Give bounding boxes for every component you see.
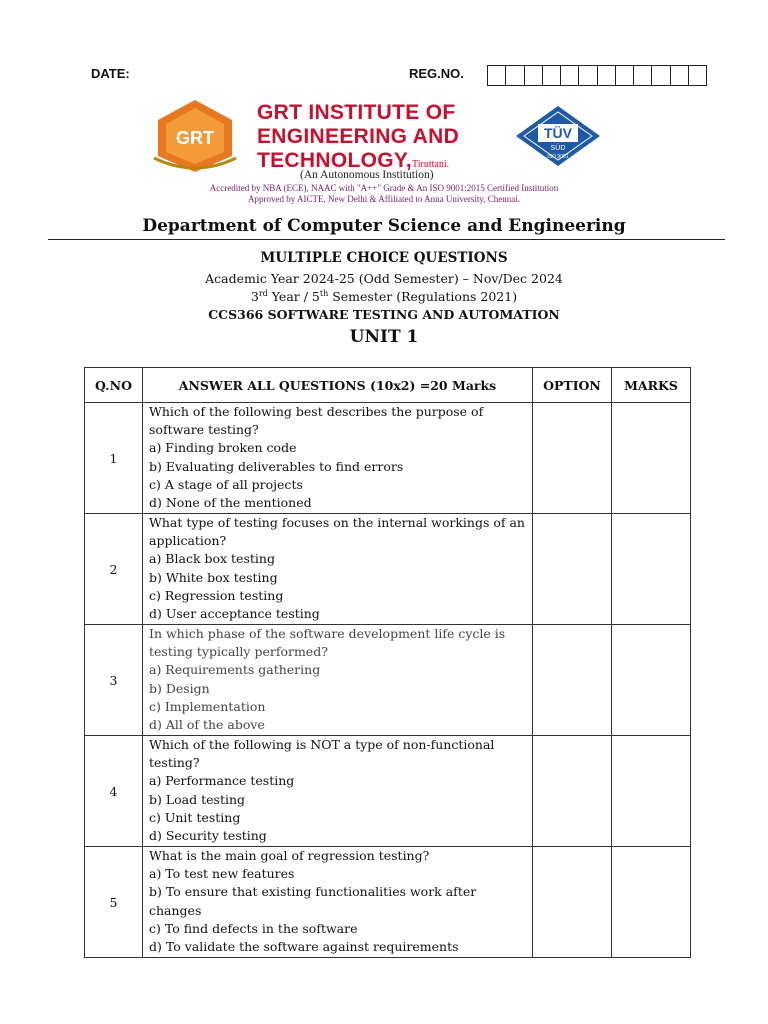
institute-name-line1: GRT INSTITUTE OF	[257, 101, 456, 124]
regno-cell[interactable]	[652, 66, 670, 85]
answer-choice: a) Black box testing	[149, 551, 275, 567]
answer-choice: b) Design	[149, 680, 210, 696]
answer-choice: c) Regression testing	[149, 587, 284, 603]
table-row	[85, 403, 691, 514]
table-row	[85, 625, 691, 736]
question-line: application?	[149, 533, 227, 549]
regno-label: REG.NO.	[409, 66, 464, 81]
table-row	[85, 736, 691, 847]
answer-choice: d) All of the above	[149, 717, 265, 733]
regno-cell[interactable]	[561, 66, 579, 85]
marks-cell[interactable]	[612, 403, 691, 514]
answer-choice: b) Evaluating deliverables to find errors	[149, 458, 404, 474]
regno-cell[interactable]	[598, 66, 616, 85]
option-cell[interactable]	[533, 403, 612, 514]
regno-cell[interactable]	[506, 66, 524, 85]
question-line: Which of the following is NOT a type of non-functional	[149, 737, 495, 752]
answer-choice: b) Load testing	[149, 791, 246, 807]
col-question: ANSWER ALL QUESTIONS (10x2) =20 Marks	[143, 368, 533, 403]
question-line: Which of the following best describes the purpose of	[149, 404, 484, 419]
regno-cell[interactable]	[488, 66, 506, 85]
date-label: DATE:	[91, 66, 130, 81]
table-row	[85, 847, 691, 958]
regno-cell[interactable]	[671, 66, 689, 85]
year-semester: 3rd Year / 5th Semester (Regulations 2021)	[250, 289, 518, 305]
answer-choice: a) Finding broken code	[149, 440, 297, 456]
course-title: CCS366 SOFTWARE TESTING AND AUTOMATION	[208, 307, 560, 322]
regno-cell[interactable]	[634, 66, 652, 85]
answer-choice: a) Requirements gathering	[149, 662, 321, 678]
accreditation-text: Accredited by NBA (ECE), NAAC with "A++" Grade & An ISO 9001:2015 Certified Institution	[209, 183, 559, 193]
question-line: testing?	[149, 755, 200, 771]
regno-cell[interactable]	[689, 66, 706, 85]
marks-cell[interactable]	[612, 736, 691, 847]
tuv-cert-badge	[514, 104, 602, 168]
regno-cell[interactable]	[525, 66, 543, 85]
col-option: OPTION	[533, 368, 612, 403]
question-text	[143, 403, 533, 514]
question-line: a) To test new features	[149, 866, 295, 882]
autonomous-label: (An Autonomous Institution)	[300, 169, 434, 181]
question-number: 1	[85, 403, 143, 514]
option-cell[interactable]	[533, 514, 612, 625]
question-number: 2	[85, 514, 143, 625]
academic-year: Academic Year 2024-25 (Odd Semester) – Nov/Dec 2024	[205, 271, 563, 286]
question-text	[143, 625, 533, 736]
badge-top: TÜV	[544, 125, 572, 141]
answer-choice: b) White box testing	[149, 569, 278, 585]
badge-bottom: ISO 9001	[547, 154, 569, 160]
question-text	[143, 736, 533, 847]
grt-logo	[148, 98, 242, 174]
institute-place: Tiruttani.	[411, 159, 450, 170]
marks-cell[interactable]	[612, 847, 691, 958]
col-marks: MARKS	[612, 368, 691, 403]
unit-title: UNIT 1	[349, 327, 419, 347]
option-cell[interactable]	[533, 847, 612, 958]
question-number: 4	[85, 736, 143, 847]
answer-choice: c) Implementation	[149, 698, 266, 714]
answer-choice: changes	[149, 902, 202, 918]
regno-boxes[interactable]	[487, 65, 707, 86]
logo-text: GRT	[176, 128, 214, 148]
question-line: In which phase of the software development life cycle is	[149, 626, 506, 641]
answer-choice: a) Performance testing	[149, 773, 295, 789]
question-line: testing typically performed?	[149, 644, 328, 660]
question-line: software testing?	[149, 422, 259, 438]
option-cell[interactable]	[533, 736, 612, 847]
marks-cell[interactable]	[612, 625, 691, 736]
questions-table	[84, 367, 691, 958]
question-number: 5	[85, 847, 143, 958]
table-header-row	[85, 368, 691, 403]
regno-cell[interactable]	[543, 66, 561, 85]
question-text	[143, 514, 533, 625]
answer-choice: d) User acceptance testing	[149, 606, 320, 622]
answer-choice: c) Unit testing	[149, 809, 241, 825]
regno-cell[interactable]	[579, 66, 597, 85]
doc-title: MULTIPLE CHOICE QUESTIONS	[260, 250, 508, 266]
answer-choice: d) None of the mentioned	[149, 495, 312, 511]
department-title: Department of Computer Science and Engineering	[142, 216, 626, 236]
divider	[48, 239, 725, 240]
institute-name-line2: ENGINEERING AND	[257, 125, 460, 148]
answer-choice: b) To ensure that existing functionalities work after	[149, 884, 477, 900]
badge-mid: SÜD	[550, 145, 566, 152]
marks-cell[interactable]	[612, 514, 691, 625]
table-row	[85, 514, 691, 625]
option-cell[interactable]	[533, 625, 612, 736]
regno-cell[interactable]	[616, 66, 634, 85]
question-line: What is the main goal of regression testing?	[149, 848, 430, 863]
question-line: What type of testing focuses on the internal workings of an	[149, 515, 525, 530]
question-number: 3	[85, 625, 143, 736]
answer-choice: d) Security testing	[149, 828, 267, 844]
answer-choice: c) A stage of all projects	[149, 476, 303, 492]
col-qno: Q.NO	[85, 368, 143, 403]
institute-name-line3: TECHNOLOGY,	[257, 149, 412, 172]
answer-choice: d) To validate the software against requirements	[149, 939, 459, 955]
question-text	[143, 847, 533, 958]
approval-text: Approved by AICTE, New Delhi & Affiliated to Anna University, Chennai.	[248, 194, 520, 204]
answer-choice: c) To find defects in the software	[149, 920, 358, 936]
